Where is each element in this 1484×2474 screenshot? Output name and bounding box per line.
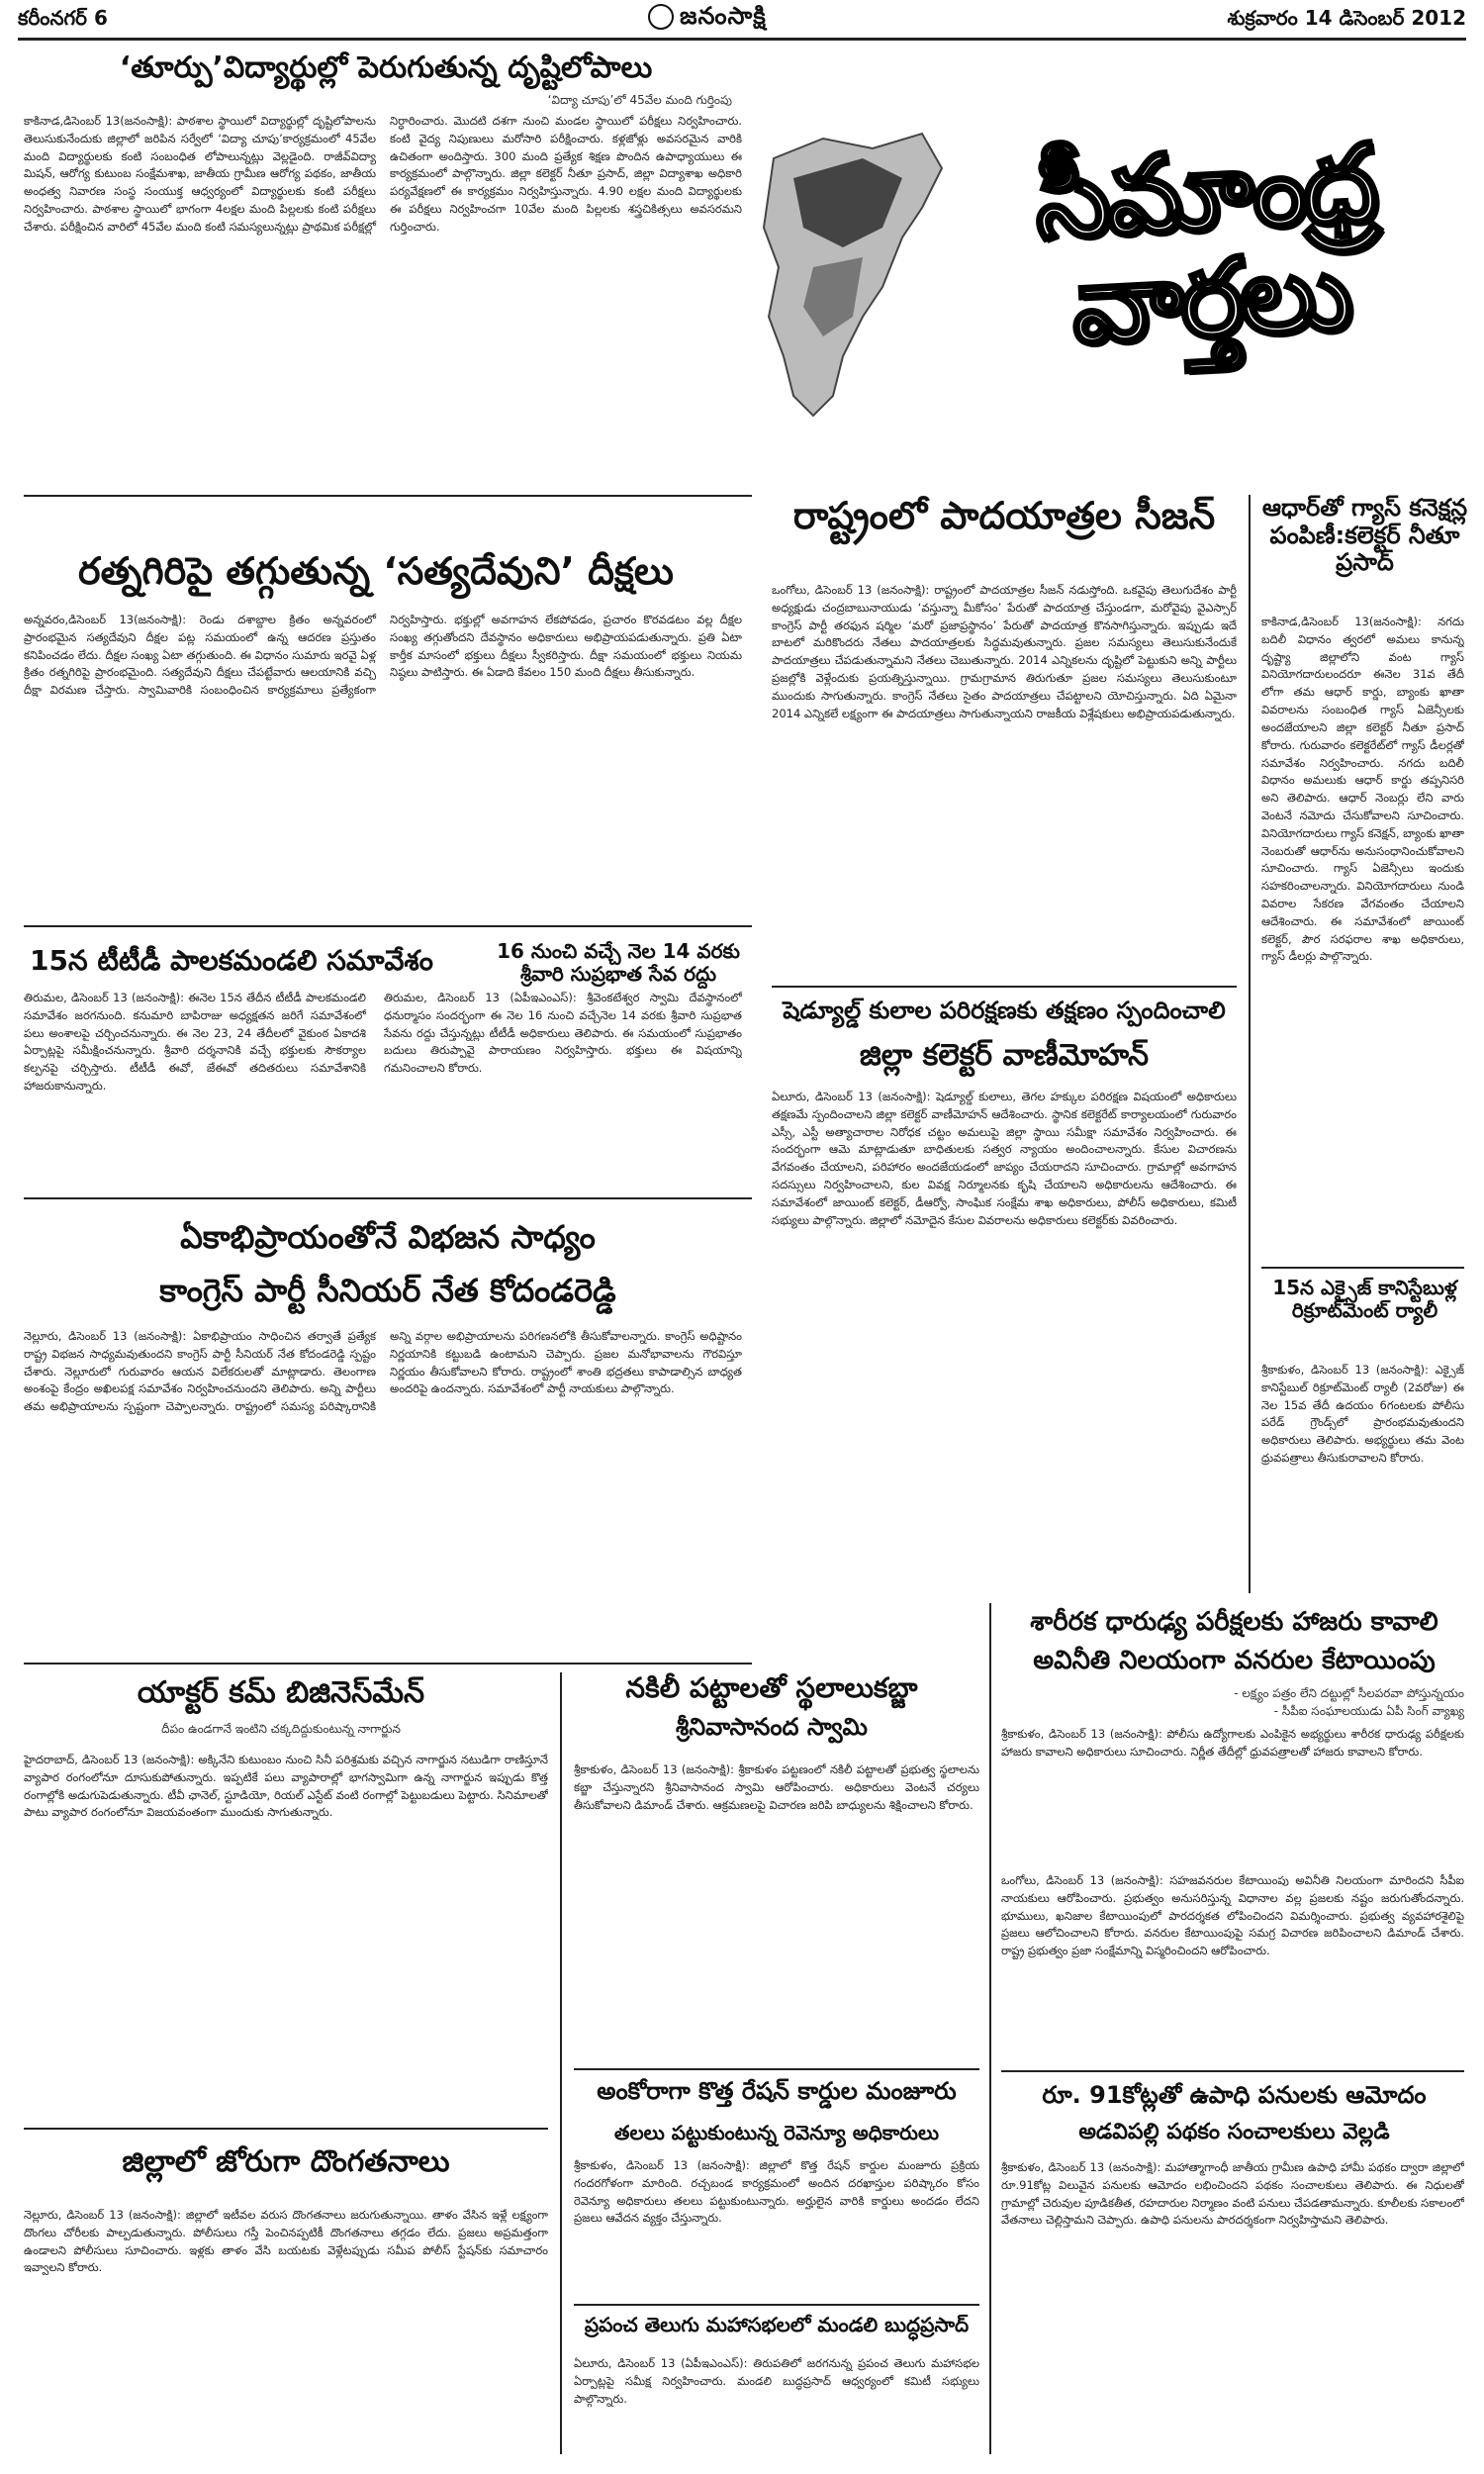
fake-pattas-headline: నకిలీ పట్టాలతో స్థలాలుకబ్జా [625, 1671, 918, 1704]
masthead-title: జనంసాక్షి [680, 2, 767, 30]
buddha-body: ఏలూరు, డిసెంబర్‌ 13 (ఏపీఇఎంఎస్‌): తిరుపతిలో జరగనున్న ప్రపంచ తెలుగు మహాసభల ఏర్పాట్లపై సమీక్ష నిర్వహించారు. మండలి బుద్ధప్రసాద్‌ ఆధ్వర్యంలో కమిటీ సభ్యులు పాల్గొన్నారు. [574, 2356, 979, 2406]
actor-subhead: దీపం ఉండగానే ఇంటిని చక్కదిద్దుకుంటున్న నాగార్జున [161, 1722, 401, 1736]
ration-body: శ్రీకాకుళం, డిసెంబర్‌ 13 (జనంసాక్షి): జిల్లాలో కొత్త రేషన్‌ కార్డుల మంజూరు ప్రక్రియ గందరగోళంగా మారింది. రచ్చబండ కార్యక్రమంలో అందిన దరఖాస్తుల పరిష్కారం కోసం రెవెన్యూ అధికారులు తలలు పట్టుకుంటున్నారు. అర్హులైన వారికి కార్డులు అందడం లేదని ప్రజలు ఆవేదన వ్యక్తం చేస్తున్నారు. [574, 2158, 979, 2226]
divider [1001, 2070, 1464, 2072]
upadhi-subhead: అడవిపల్లి పథకం సంచాలకులు వెల్లడి [1078, 2120, 1390, 2144]
issue-date: శుక్రవారం 14 డిసెంబర్ 2012 [1227, 6, 1466, 30]
collector-vani-headline: షెడ్యూల్డ్‌ కులాల పరిరక్షణకు తక్షణం స్పందించాలి [783, 997, 1226, 1024]
ration-subhead: తలలు పట్టుకుంటున్న రెవెన్యూ అధికారులు [613, 2121, 940, 2144]
aadhaar-headline: ఆధార్‌తో గ్యాస్‌ కనెక్షన్ల పంపిణీ:కలెక్టర్‌ నీతూ ప్రసాద్‌ [1261, 494, 1468, 577]
corruption-headline: అవినీతి నిలయంగా వనరుల కేటాయింపు [1033, 1646, 1436, 1675]
ttd-body: తిరుమల, డిసెంబర్ 13 (జనంసాక్షి): ఈనెల 15న తేదీన టీటీడీ పాలకమండలి సమావేశం జరగనుంది. కనుమారి బాపిరాజు అధ్యక్షతన జరిగే సమావేశంలో పలు అంశాలపై చర్చించనున్నారు. ఈ నెల 23, 24 తేదీలలో వైకుంఠ ఏకాదశి ఏర్పాట్లపై సమీక్షించనున్నారు. శ్రీవారి దర్శనానికి వచ్చే భక్తులకు సౌకర్యాల కల్పనపై చర్చిస్తారు. టీటీడీ ఈవో, జేఈవో తదితరులు సమావేశానికి హాజరుకానున్నారు. [24, 991, 366, 1094]
fake-pattas-subhead: శ్రీనివాసానంద స్వామి [676, 1713, 868, 1741]
eyesight-subhead: ‘విద్యా చూపు’లో 45వేల మంది గుర్తింపు [547, 93, 732, 107]
masthead-logo-icon [648, 4, 674, 30]
column-rule [1249, 495, 1251, 1593]
divider [772, 986, 1237, 988]
padayatra-body: ఒంగోలు, డిసెంబర్‌ 13 (జనంసాక్షి): రాష్ట్రంలో పాదయాత్రల సీజన్‌ నడుస్తోంది. ఒకవైపు తెలుగుదేశం పార్టీ అధ్యక్షుడు చంద్రబాబునాయుడు ‘వస్తున్నా మీకోసం’ పేరుతో పాదయాత్ర చేస్తుండగా, మరోవైపు వైఎస్సార్‌ కాంగ్రెస్‌ పార్టీ తరఫున షర్మిల ‘మరో ప్రజాప్రస్థానం’ పేరుతో పాదయాత్ర కొనసాగిస్తున్నారు. ఇప్పుడు ఇదే బాటలో మరికొందరు నేతలు పాదయాత్రలకు సిద్ధమవుతున్నారు. ప్రజల సమస్యలు తెలుసుకునేందుకే పాదయాత్రలు చేపడుతున్నామని నేతలు చెబుతున్నారు. 2014 ఎన్నికలను దృష్టిలో పెట్టుకుని అన్ని పార్టీలు ప్రజల్లోకి వెళ్లేందుకు ప్రయత్నిస్తున్నాయి. గ్రామగ్రామాన తిరుగుతూ ప్రజల సమస్యలు తెలుసుకుంటూ ముందుకు సాగుతున్నారు. కాంగ్రెస్‌ నేతలు సైతం పాదయాత్రలు చేపట్టాలని యోచిస్తున్నారు. ఏది ఏమైనా 2014 ఎన్నికలే లక్ష్యంగా ఈ పాదయాత్రలు సాగుతున్నాయని రాజకీయ విశ్లేషకులు అభిప్రాయపడుతున్నారు. [772, 583, 1237, 720]
divider [574, 2068, 979, 2070]
fitness-headline: శారీరక ధారుఢ్య పరీక్షలకు హాజరు కావాలి [1030, 1607, 1438, 1637]
thefts-body: నెల్లూరు, డిసెంబర్‌ 13 (జనంసాక్షి): జిల్లాలో ఇటీవల వరుస దొంగతనాలు జరుగుతున్నాయి. తాళం వేసిన ఇళ్లే లక్ష్యంగా దొంగలు చోరీలకు పాల్పడుతున్నారు. పోలీసులు గస్తీ పెంచినప్పటికీ దొంగతనాలు తగ్గడం లేదు. ప్రజలు అప్రమత్తంగా ఉండాలని పోలీసులు సూచించారు. ఇళ్లకు తాళం వేసి బయటకు వెళ్లేటప్పుడు సమీప పోలీస్‌ స్టేషన్‌కు సమాచారం ఇవ్వాలని కోరారు. [24, 2208, 548, 2275]
divider [24, 1197, 752, 1199]
satyadeva-body: అన్నవరం,డిసెంబర్ 13(జనంసాక్షి): రెండు దశాబ్దాల క్రితం అన్నవరంలో ప్రారంభమైన సత్యదేవుని దీక్షల పట్ల సమయంలో ఉన్న ఆదరణ ప్రస్తుతం కనిపించడం లేదు. దీక్షల సంఖ్య ఏటా తగ్గుతుంది. ఈ విధానం సుమారు ఇరవై ఏళ్ల క్రితం రత్నగిరిపై ప్రారంభమైంది. సత్యదేవుని దీక్షలు చేపట్టేవారు ఆలయానికి వచ్చి దీక్షా విరమణ చేస్తారు. స్వామివారికి సంబంధించిన కార్యక్రమాలు ప్రత్యేకంగా నిర్వహిస్తారు. భక్తుల్లో అవగాహన లేకపోవడం, ప్రచారం కొరవడటం వల్ల దీక్షల సంఖ్య తగ్గుతోందని దేవస్థానం అధికారులు అభిప్రాయపడుతున్నారు. ప్రతి ఏటా కార్తీక మాసంలో భక్తులు దీక్షలు స్వీకరిస్తారు. దీక్షా సమయంలో భక్తులు నియమ నిష్ఠలు పాటిస్తారు. ఈ ఏడాది కేవలం 150 మంది దీక్షలు తీసుకున్నారు. [24, 613, 742, 698]
andhra-map [754, 119, 952, 435]
actor-headline: యాక్టర్‌ కమ్‌ బిజినెస్‌మేన్‌ [137, 1675, 425, 1710]
constable-body: శ్రీకాకుళం, డిసెంబర్‌ 13 (జనంసాక్షి): ఎక్సైజ్‌ కానిస్టేబుల్‌ రిక్రూట్‌మెంట్‌ ర్యాలీ (2వరోజు) ఈ నెల 15వ తేదీ ఉదయం 6గంటలకు పోలీసు పరేడ్‌ గ్రౌండ్స్‌లో ప్రారంభమవుతుందని అధికారులు తెలిపారు. అభ్యర్థులు తమ వెంట ధ్రువపత్రాలు తీసుకురావాలని కోరారు. [1261, 1363, 1464, 1466]
corruption-body: ఒంగోలు, డిసెంబర్‌ 13 (జనంసాక్షి): సహజవనరుల కేటాయింపు అవినీతి నిలయంగా మారిందని సీపీఐ నాయకులు ఆరోపించారు. ప్రభుత్వం అనుసరిస్తున్న విధానాల వల్ల ప్రజలకు నష్టం జరుగుతోందన్నారు. భూములు, ఖనిజాల కేటాయింపులో పారదర్శకత లోపించిందని విమర్శించారు. ప్రభుత్వ వ్యవహారశైలిపై ప్రజలు ఆలోచించాలని కోరారు. వనరుల కేటాయింపుపై సమగ్ర విచారణ జరిపించాలని డిమాండ్‌ చేశారు. రాష్ట్ర ప్రభుత్వం ప్రజా సంక్షేమాన్ని విస్మరించిందని ఆరోపించారు. [1001, 1873, 1464, 1958]
divider [574, 2304, 979, 2306]
fitness-body: శ్రీకాకుళం, డిసెంబర్‌ 13 (జనంసాక్షి): పోలీసు ఉద్యోగాలకు ఎంపికైన అభ్యర్థులు శారీరక ధారుఢ్య పరీక్షలకు హాజరు కావాలని అధికారులు సూచించారు. నిర్ణీత తేదీల్లో ధ్రువపత్రాలతో హాజరు కావాలని కోరారు. [1001, 1727, 1464, 1759]
page-label: కరీంనగర్ 6 [18, 6, 108, 30]
masthead [648, 2, 767, 36]
column-rule [989, 1603, 991, 2454]
column-rule [560, 1672, 562, 2454]
divider [24, 1663, 752, 1665]
kodandareddy-body: నెల్లూరు, డిసెంబర్‌ 13 (జనంసాక్షి): ఏకాభిప్రాయం సాధించిన తర్వాతే ప్రత్యేక రాష్ట్ర విభజన సాధ్యమవుతుందని కాంగ్రెస్‌ పార్టీ సీనియర్‌ నేత కోదండరెడ్డి స్పష్టం చేశారు. నెల్లూరులో గురువారం ఆయన విలేకరులతో మాట్లాడారు. తెలంగాణ అంశంపై కేంద్రం అఖిలపక్ష సమావేశం నిర్వహించనుందని తెలిపారు. అన్ని పార్టీలు తమ అభిప్రాయాలను స్పష్టంగా చెప్పాలన్నారు. రాష్ట్రంలో సమస్య పరిష్కారానికి అన్ని వర్గాల అభిప్రాయాలను పరిగణనలోకి తీసుకోవాలన్నారు. కాంగ్రెస్‌ అధిష్టానం నిర్ణయానికి కట్టుబడి ఉంటామని చెప్పారు. ప్రజల మనోభావాలను గౌరవిస్తూ నిర్ణయం తీసుకోవాలని కోరారు. రాష్ట్రంలో శాంతి భద్రతలు కాపాడాల్సిన బాధ్యత అందరిపై ఉందన్నారు. సమావేశంలో పార్టీ నాయకులు పాల్గొన్నారు. [24, 1329, 742, 1414]
upadhi-body: శ్రీకాకుళం, డిసెంబర్‌ 13 (జనంసాక్షి): మహాత్మాగాంధీ జాతీయ గ్రామీణ ఉపాధి హామీ పథకం ద్వారా జిల్లాలో రూ.91కోట్ల విలువైన పనులకు ఆమోదం లభించిందని పథకం సంచాలకులు తెలిపారు. ఈ నిధులతో గ్రామాల్లో చెరువుల పూడికతీత, రహదారుల నిర్మాణం వంటి పనులు చేపడతామన్నారు. కూలీలకు సకాలంలో వేతనాలు చెల్లిస్తామని చెప్పారు. ఉపాధి పనులను పారదర్శకంగా నిర్వహిస్తామని తెలిపారు. [1001, 2160, 1464, 2228]
aadhaar-body: కాకినాడ,డిసెంబర్‌ 13(జనంసాక్షి): నగదు బదిలీ విధానం త్వరలో అమలు కానున్న దృష్ట్యా జిల్లాలోని వంట గ్యాస్‌ వినియోగదారులందరూ ఈనెల 31వ తేదీ లోగా తమ ఆధార్‌ కార్డు, బ్యాంకు ఖాతా వివరాలను సంబంధిత గ్యాస్‌ ఏజెన్సీలకు అందజేయాలని జిల్లా కలెక్టర్‌ నీతూ ప్రసాద్‌ కోరారు. గురువారం కలెక్టరేట్‌లో గ్యాస్‌ డీలర్లతో సమావేశం నిర్వహించారు. నగదు బదిలీ విధానం అమలుకు ఆధార్‌ కార్డు తప్పనిసరి అని తెలిపారు. ఆధార్‌ నెంబర్లు లేని వారు వెంటనే నమోదు చేసుకోవాలని సూచించారు. వినియోగదారులు గ్యాస్‌ కనెక్షన్‌, బ్యాంకు ఖాతా నెంబరుతో ఆధార్‌ను అనుసంధానించుకోవాలని సూచించారు. గ్యాస్‌ ఏజెన్సీలు ఇందుకు సహకరించాలన్నారు. వినియోగదారులు నుండి వివరాల సేకరణ వేగవంతం చేయాలని ఆదేశించారు. ఈ సమావేశంలో జాయింట్‌ కలెక్టర్‌, పౌర సరఫరాల శాఖ అధికారులు, గ్యాస్‌ డీలర్లు పాల్గొన్నారు. [1261, 615, 1464, 964]
eyesight-headline: ‘తూర్పు’విద్యార్థుల్లో పెరుగుతున్న దృష్టిలోపాలు [119, 50, 653, 85]
ttd-headline: 15న టీటీడీ పాలకమండలి సమావేశం [30, 944, 433, 977]
suprabhata-headline: 16 నుంచి వచ్చే నెల 14 వరకు శ్రీవారి సుప్రభాత సేవ రద్దు [497, 939, 740, 986]
ration-headline: అంకోరాగా కొత్త రేషన్‌ కార్డుల మంజూరు [597, 2077, 957, 2105]
divider [1261, 1267, 1464, 1269]
header-rule [18, 38, 1466, 41]
collector-vani-subhead: జిల్లా కలెక్టర్‌ వాణీమోహన్‌ [859, 1038, 1150, 1073]
constable-headline: 15న ఎక్సైజ్‌ కానిస్టేబుళ్ల రిక్రూట్‌మెంట్‌ ర్యాలీ [1272, 1276, 1457, 1322]
fake-pattas-body: శ్రీకాకుళం, డిసెంబర్‌ 13 (జనంసాక్షి): శ్రీకాకుళం పట్టణంలో నకిలీ పట్టాలతో ప్రభుత్వ స్థలాలను కబ్జా చేస్తున్నారని శ్రీనివాసానంద స్వామి ఆరోపించారు. అధికారులు వెంటనే చర్యలు తీసుకోవాలని డిమాండ్‌ చేశారు. ఆక్రమణలపై విచారణ జరిపి బాధ్యులను శిక్షించాలని కోరారు. [574, 1762, 979, 1812]
corruption-subhead-1: - లక్ష్యం పత్రం లేని దట్టుల్లో సీలపరవా పోస్తున్నయం [1234, 1686, 1464, 1700]
upadhi-headline: రూ. 91కోట్లతో ఉపాధి పనులకు ఆమోదం [1042, 2081, 1427, 2109]
collector-vani-body: ఏలూరు, డిసెంబర్‌ 13 (జనంసాక్షి): షెడ్యూల్డ్‌ కులాలు, తెగల హక్కుల పరిరక్షణ విషయంలో అధికారులు తక్షణమే స్పందించాలని జిల్లా కలెక్టర్‌ వాణీమోహన్‌ ఆదేశించారు. స్థానిక కలెక్టరేట్‌ కార్యాలయంలో గురువారం ఎస్సీ, ఎస్టీ అత్యాచారాల నిరోధక చట్టం అమలుపై జిల్లా స్థాయి సమీక్షా సమావేశం నిర్వహించారు. ఈ సందర్భంగా ఆమె మాట్లాడుతూ బాధితులకు సత్వర న్యాయం అందించాలన్నారు. కేసుల విచారణను వేగవంతం చేయాలని, పరిహారం అందజేయడంలో జాప్యం చేయరాదని సూచించారు. గ్రామాల్లో అవగాహన సదస్సులు నిర్వహించాలని, కుల వివక్ష నిర్మూలనకు కృషి చేయాలని అధికారులను ఆదేశించారు. ఈ సమావేశంలో జాయింట్‌ కలెక్టర్‌, డీఆర్వో, సాంఘిక సంక్షేమ శాఖ అధికారులు, పోలీస్‌ అధికారులు, కమిటీ సభ్యులు పాల్గొన్నారు. జిల్లాలో నమోదైన కేసుల వివరాలను అధికారులు కలెక్టర్‌కు వివరించారు. [772, 1090, 1237, 1227]
satyadeva-headline: రత్నగిరిపై తగ్గుతున్న ‘సత్యదేవుని’ దీక్షలు [78, 549, 674, 593]
eyesight-body: కాకినాడ,డిసెంబర్ 13(జనంసాక్షి): పాఠశాల స్థాయిలో విద్యార్థుల్లో దృష్టిలోపాలను తెలుసుకునేందుకు జిల్లాలో జరిపిన సర్వేలో ‘విద్యా చూపు’కార్యక్రమంలో 45వేల మంది విద్యార్థులకు కంటి సంబంధిత లోపాలున్నట్లు వెల్లడైంది. రాజీవ్‌విద్యా మిషన్‌, ఆరోగ్య కుటుంబ సంక్షేమశాఖ, జాతీయ గ్రామీణ ఆరోగ్య పథకం, జాతీయ అంధత్వ నివారణ సంస్థ సంయుక్త ఆధ్వర్యంలో విద్యార్థులకు కంటి పరీక్షలు నిర్వహించారు. పాఠశాల స్థాయిలో భాగంగా 4లక్షల మంది పిల్లలకు కంటి పరీక్షలు చేశారు. పరీక్షించిన వారిలో 45వేల మంది కంటి సమస్యలున్నట్లు ప్రాథమిక పరీక్షల్లో నిర్ధారించారు. మొదటి దశగా నుంచి మండల స్థాయిలో పరీక్షలు నిర్వహించారు. కంటి వైద్య నిపుణులు మరోసారి పరీక్షించారు. కళ్లజోళ్లు అవసరమైన వారికి ఉచితంగా అందిస్తారు. 300 మంది ప్రత్యేక శిక్షణ పొందిన ఉపాధ్యాయులు ఈ కార్యక్రమంలో పాల్గొన్నారు. జిల్లా కలెక్టర్‌ నీతూ ప్రసాద్‌, జిల్లా విద్యాశాఖ అధికారి పర్యవేక్షణలో ఈ కార్యక్రమం నిర్వహిస్తున్నారు. 4.90 లక్షల మంది విద్యార్థులకు ఈ పరీక్షలు నిర్వహించగా 10వేల మంది పిల్లలకు శస్త్రచికిత్సలు అవసరమని గుర్తించారు. [24, 114, 742, 234]
actor-body: హైదరాబాద్‌, డిసెంబర్‌ 13 (జనంసాక్షి): అక్కినేని కుటుంబం నుంచి సినీ పరిశ్రమకు వచ్చిన నాగార్జున నటుడిగా రాణిస్తూనే వ్యాపార రంగంలోనూ దూసుకుపోతున్నారు. ఇప్పటికే పలు వ్యాపారాల్లో భాగస్వామిగా ఉన్న నాగార్జున ఇప్పుడు కొత్త రంగాల్లోకి అడుగుపెడుతున్నారు. టీవీ ఛానెల్‌, స్టూడియో, రియల్‌ ఎస్టేట్‌ వంటి రంగాల్లో పెట్టుబడులు పెట్టారు. సినిమాలతో పాటు వ్యాపార రంగంలోనూ విజయవంతంగా ముందుకు సాగుతున్నారు. [24, 1753, 548, 1820]
banner-title: సీమాంధ్ర వార్తలు [1032, 121, 1377, 369]
kodandareddy-subhead: కాంగ్రెస్‌ పార్టీ సీనియర్‌ నేత కోదండరెడ్డి [159, 1272, 616, 1309]
divider [24, 495, 752, 497]
corruption-subhead-2: - సీపీఐ సంఘాలయుడు ఏపీ సింగ్‌ వ్యాఖ్య [1273, 1704, 1464, 1718]
thefts-headline: జిల్లాలో జోరుగా దొంగతనాలు [122, 2144, 450, 2179]
padayatra-headline: రాష్ట్రంలో పాదయాత్రల సీజన్‌ [792, 494, 1216, 537]
buddha-headline: ప్రపంచ తెలుగు మహాసభలలో మండలి బుద్ధప్రసాద్‌ [584, 2313, 970, 2336]
suprabhata-body: తిరుమల, డిసెంబర్ 13 (ఏపీఇఎంఎస్‌): శ్రీవెంకటేశ్వర స్వామి దేవస్థానంలో ధనుర్మాసం సందర్భంగా ఈ నెల 16 నుంచి వచ్చేనెల 14 వరకు శ్రీవారి సుప్రభాత సేవను రద్దు చేస్తున్నట్లు టీటీడీ అధికారులు తెలిపారు. ఈ సమయంలో సుప్రభాతం బదులు తిరుప్పావై పారాయణం నిర్వహిస్తారు. భక్తులు ఈ విషయాన్ని గమనించాలని కోరారు. [384, 991, 742, 1076]
divider [24, 925, 752, 927]
kodandareddy-headline: ఏకాభిప్రాయంతోనే విభజన సాధ్యం [180, 1218, 596, 1256]
divider [24, 2128, 548, 2130]
